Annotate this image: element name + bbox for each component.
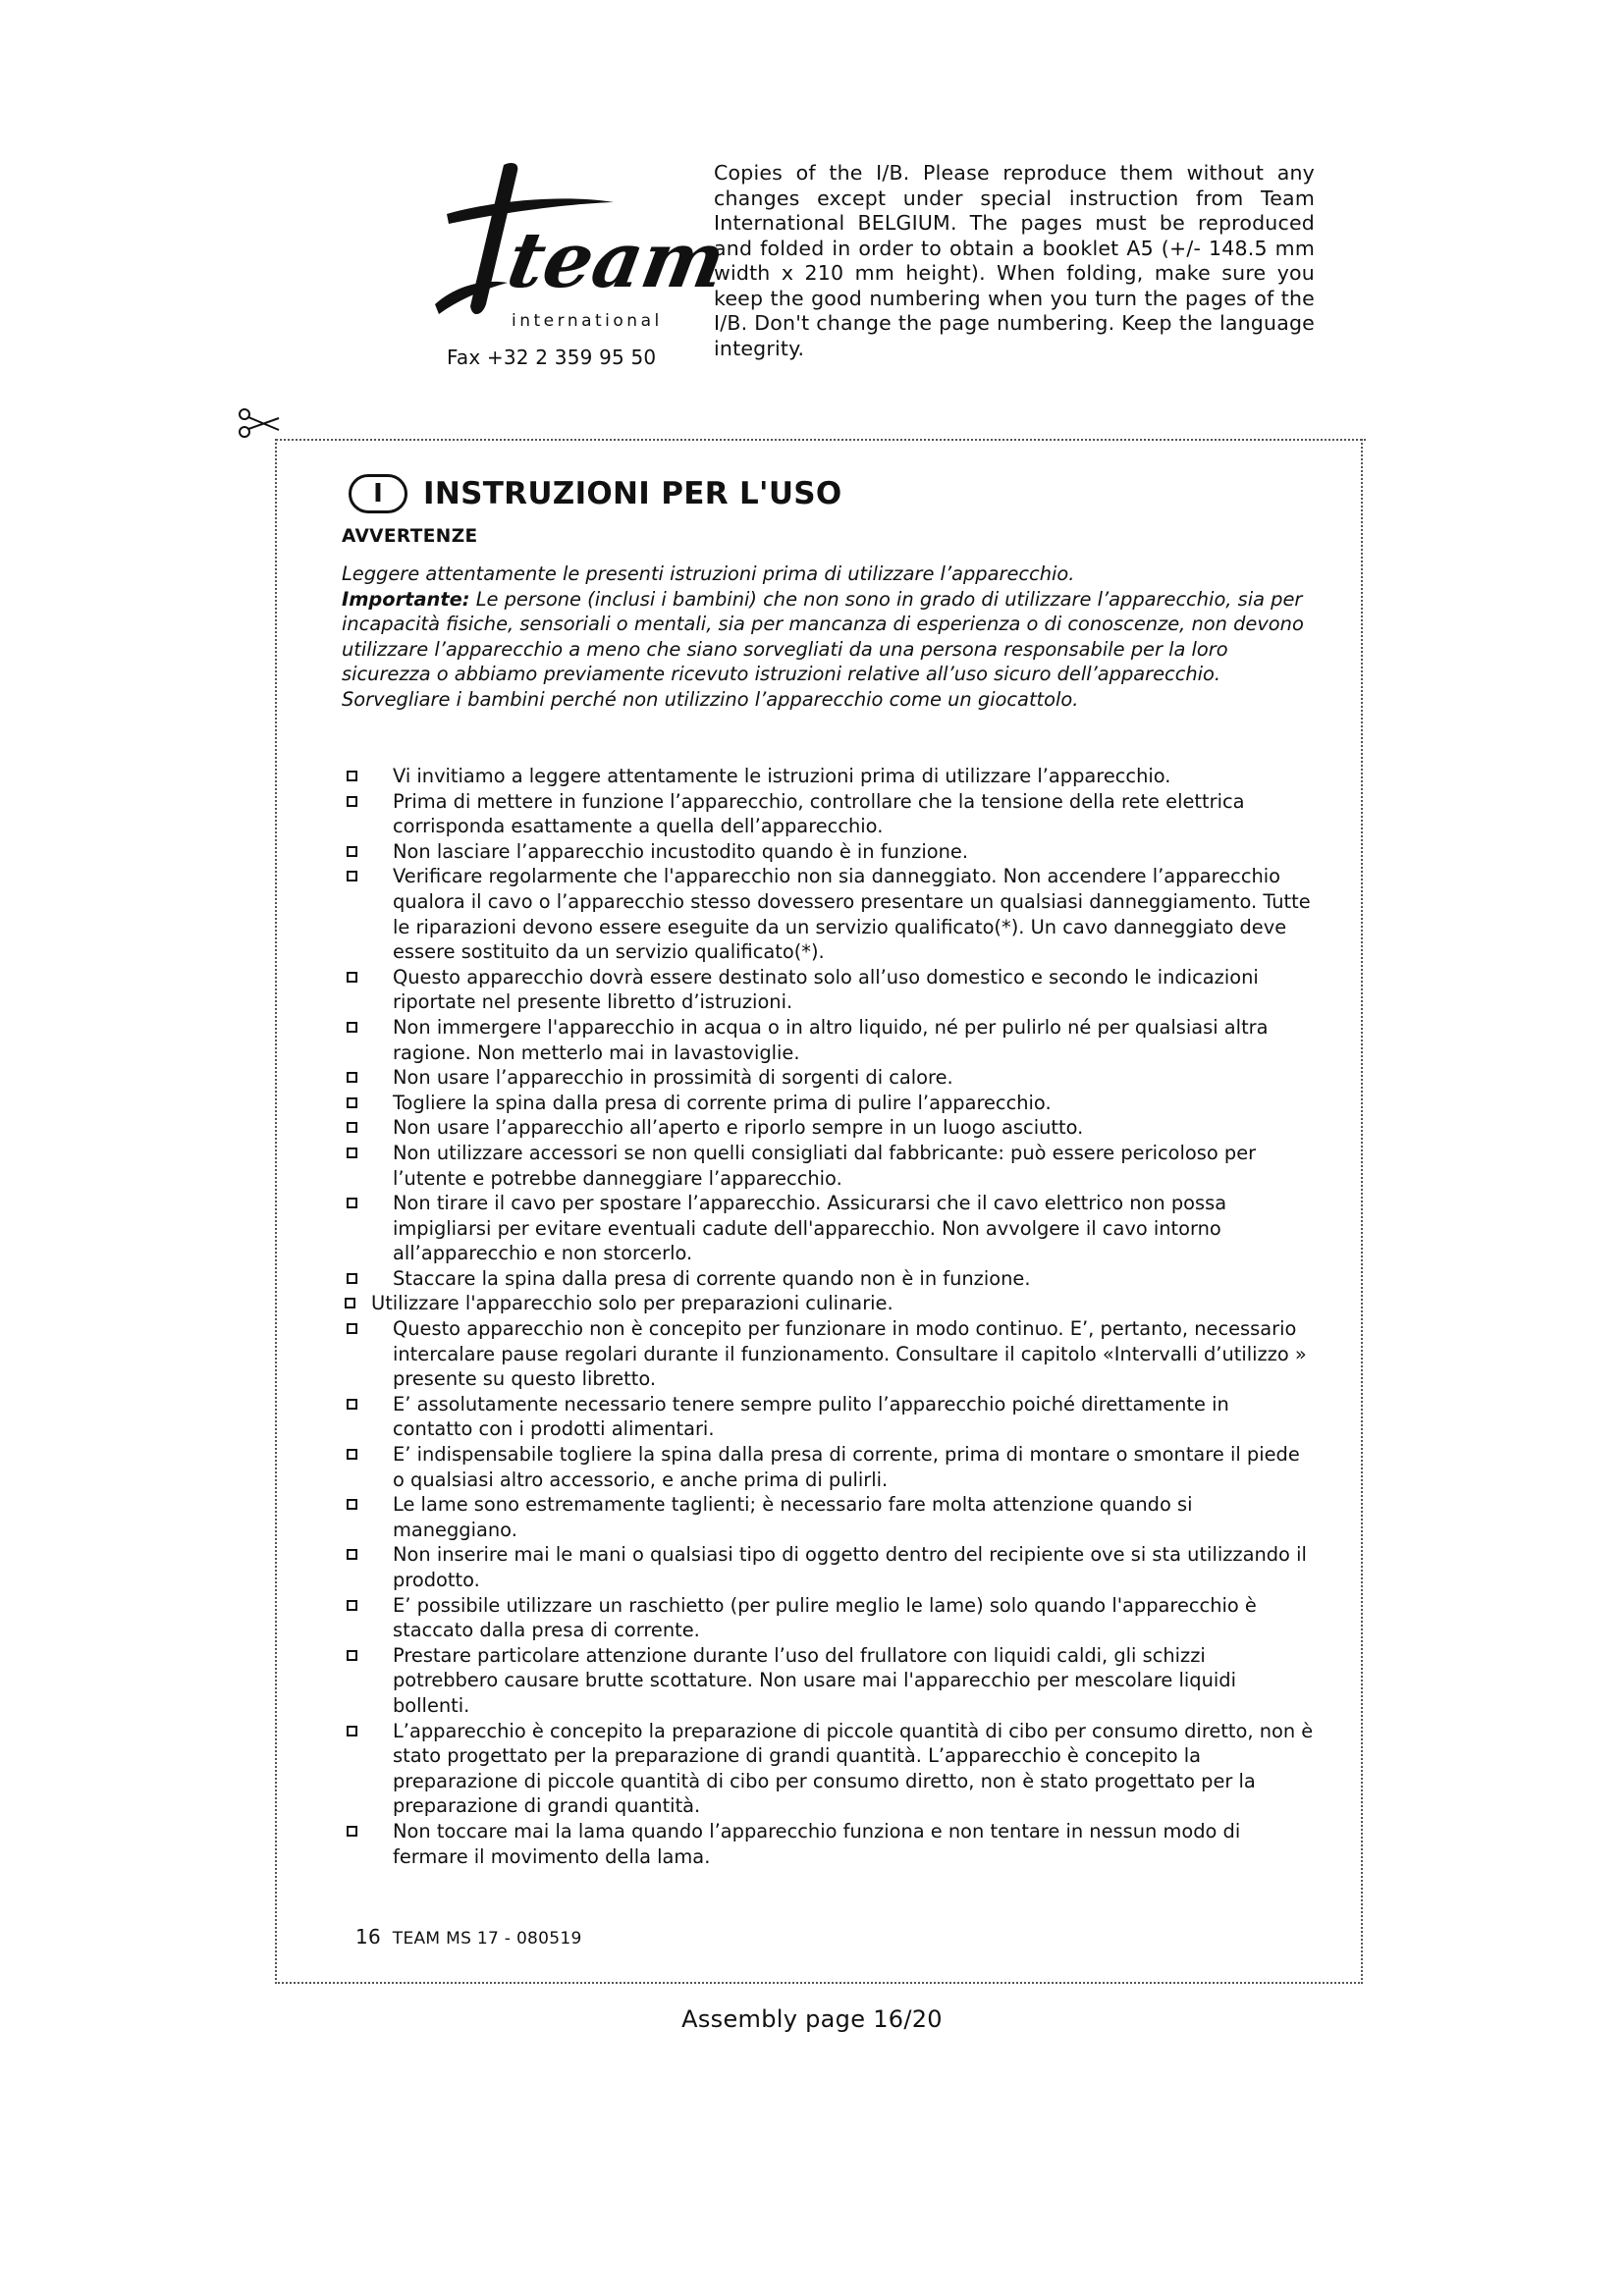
checkbox-icon (347, 796, 357, 807)
scissors-icon (238, 406, 281, 440)
checkbox-icon (347, 1122, 357, 1133)
list-item (342, 864, 1314, 964)
page-footer (355, 1925, 582, 1949)
list-item-text: Non lasciare l’apparecchio incustodito quando è in funzione. (393, 839, 968, 863)
reproduction-instructions: Copies of the I/B. Please reproduce them without any changes except under special instruction from Team International BELGIUM. The pages must be reproduced and folded in order to obtain a booklet A5 (+/- 148.5 mm width x 210 mm height). When folding, make sure you keep the good numbering when you turn the pages of the I/B. Don't change the page numbering. Keep the language integrity. (714, 161, 1315, 360)
warnings-list (342, 764, 1314, 1869)
assembly-page-label: Assembly page 16/20 (681, 2005, 943, 2033)
list-item-text: Staccare la spina dalla presa di corrente quando non è in funzione. (393, 1266, 1031, 1290)
list-item-text: Prestare particolare attenzione durante l’uso del frullatore con liquidi caldi, gli schizzi potrebbero causare brutte scottature. Non usare mai l'apparecchio per mescolare liquidi bollenti. (393, 1643, 1236, 1717)
team-logo-graphic (417, 157, 732, 339)
list-item (342, 1643, 1314, 1719)
model-reference: TEAM MS 17 - 080519 (392, 1929, 582, 1949)
language-badge: I (349, 474, 407, 513)
list-item (342, 1442, 1314, 1492)
important-label: Importante: (342, 587, 470, 611)
list-item (342, 1392, 1314, 1442)
logo-word: team (501, 214, 732, 305)
checkbox-icon (347, 1650, 357, 1661)
checkbox-icon (347, 771, 357, 781)
fax-number: Fax +32 2 359 95 50 (447, 346, 657, 369)
important-paragraph (342, 587, 1314, 687)
list-item-text: Togliere la spina dalla presa di corrente prima di pulire l’apparecchio. (393, 1091, 1052, 1114)
checkbox-icon (347, 1072, 357, 1083)
list-item (342, 1191, 1314, 1266)
list-item-text: L’apparecchio è concepito la preparazione di piccole quantità di cibo per consumo diretto, non è stato progettato per la preparazione di grandi quantità. L’apparecchio è concepito la preparazione di piccole quantità di cibo per consumo diretto, non è stato progettato per la preparazione di grandi quantità. (393, 1719, 1314, 1818)
checkbox-icon (347, 1549, 357, 1560)
team-logo (417, 157, 732, 339)
list-item (342, 1091, 1314, 1116)
checkbox-icon (347, 1148, 357, 1158)
warnings-heading: AVVERTENZE (342, 526, 478, 547)
list-item-text: Non usare l’apparecchio all’aperto e riporlo sempre in un luogo asciutto. (393, 1116, 1084, 1140)
list-item (342, 1115, 1314, 1141)
list-item (342, 965, 1314, 1015)
list-item (342, 1065, 1314, 1091)
warnings-intro (342, 561, 1314, 713)
checkbox-icon (347, 1449, 357, 1460)
checkbox-icon (347, 1198, 357, 1208)
list-item (342, 1291, 1314, 1316)
checkbox-icon (345, 1298, 355, 1308)
logo-subtitle: international (512, 311, 663, 331)
checkbox-icon (347, 846, 357, 857)
section-title: INSTRUZIONI PER L'USO (423, 476, 842, 511)
list-item-text: Questo apparecchio dovrà essere destinato solo all’uso domestico e secondo le indicazioni riportate nel presente libretto d’istruzioni. (393, 965, 1259, 1014)
list-item (342, 1141, 1314, 1191)
checkbox-icon (347, 1726, 357, 1736)
checkbox-icon (347, 972, 357, 983)
list-item-text: Non immergere l'apparecchio in acqua o in altro liquido, né per pulirlo né per qualsiasi altra ragione. Non metterlo mai in lavastoviglie. (393, 1015, 1269, 1064)
list-item-text: Non tirare il cavo per spostare l’apparecchio. Assicurarsi che il cavo elettrico non possa impigliarsi per evitare eventuali cadute dell'apparecchio. Non avvolgere il cavo intorno all’apparecchio e non storcerlo. (393, 1192, 1227, 1265)
checkbox-icon (347, 1826, 357, 1837)
section-header (349, 469, 842, 518)
list-item-text: Prima di mettere in funzione l’apparecchio, controllare che la tensione della rete elettrica corrisponda esattamente a quella dell’apparecchio. (393, 789, 1245, 838)
checkbox-icon (347, 1600, 357, 1611)
list-item (342, 764, 1314, 789)
list-item-text: Vi invitiamo a leggere attentamente le istruzioni prima di utilizzare l’apparecchio. (393, 765, 1171, 787)
list-item (342, 1819, 1314, 1869)
checkbox-icon (347, 1399, 357, 1410)
list-item (342, 1266, 1314, 1292)
list-item-text: Non toccare mai la lama quando l’apparecchio funziona e non tentare in nessun modo di fermare il movimento della lama. (393, 1819, 1241, 1868)
checkbox-icon (347, 1273, 357, 1284)
list-item (342, 1542, 1314, 1592)
list-item (342, 1316, 1314, 1392)
list-item (342, 1492, 1314, 1542)
list-item (342, 839, 1314, 865)
checkbox-icon (347, 1499, 357, 1510)
list-item-text: E’ indispensabile togliere la spina dalla presa di corrente, prima di montare o smontare il piede o qualsiasi altro accessorio, e anche prima di pulirli. (393, 1443, 1300, 1491)
list-item (342, 1719, 1314, 1819)
list-item (342, 1593, 1314, 1643)
intro-line: Leggere attentamente le presenti istruzioni prima di utilizzare l’apparecchio. (342, 562, 1075, 585)
checkbox-icon (347, 1022, 357, 1033)
list-item-text: E’ assolutamente necessario tenere sempre pulito l’apparecchio poiché direttamente in contatto con i prodotti alimentari. (393, 1392, 1229, 1441)
list-item-text: Questo apparecchio non è concepito per funzionare in modo continuo. E’, pertanto, necessario intercalare pause regolari durante il funzionamento. Consultare il capitolo «Intervalli d’utilizzo » presente su questo libretto. (393, 1317, 1307, 1391)
list-item-text: Non inserire mai le mani o qualsiasi tipo di oggetto dentro del recipiente ove si sta utilizzando il prodotto. (393, 1543, 1307, 1591)
list-item-text: Verificare regolarmente che l'apparecchio non sia danneggiato. Non accendere l’apparecchio qualora il cavo o l’apparecchio stesso dovessero presentare un qualsiasi danneggiamento. Tutte le riparazioni devono essere eseguite da un servizio qualificato(*). Un cavo danneggiato deve essere sostituito da un servizio qualificato(*). (393, 865, 1311, 964)
list-item-text: Le lame sono estremamente taglienti; è necessario fare molta attenzione quando si maneggiano. (393, 1493, 1193, 1541)
list-item (342, 789, 1314, 839)
important-text: Le persone (inclusi i bambini) che non sono in grado di utilizzare l’apparecchio, sia per incapacità fisiche, sensoriali o mentali, sia per mancanza di esperienza o di conoscenze, non devono utilizzare l’apparecchio a meno che siano sorvegliati da una persona responsabile per la loro sicurezza o abbiamo previamente ricevuto istruzioni relative all’uso sicuro dell’apparecchio. (342, 587, 1304, 686)
intro-line: Sorvegliare i bambini perché non utilizzino l’apparecchio come un giocattolo. (342, 687, 1079, 711)
list-item-text: Non utilizzare accessori se non quelli consigliati dal fabbricante: può essere pericoloso per l’utente e potrebbe danneggiare l’apparecchio. (393, 1141, 1257, 1190)
page-number: 16 (355, 1925, 382, 1949)
checkbox-icon (347, 1097, 357, 1108)
list-item-text: E’ possibile utilizzare un raschietto (per pulire meglio le lame) solo quando l'apparecchio è staccato dalla presa di corrente. (393, 1593, 1257, 1642)
checkbox-icon (347, 871, 357, 881)
list-item (342, 1015, 1314, 1065)
list-item-text: Utilizzare l'apparecchio solo per preparazioni culinarie. (371, 1292, 893, 1315)
list-item-text: Non usare l’apparecchio in prossimità di sorgenti di calore. (393, 1066, 953, 1090)
checkbox-icon (347, 1323, 357, 1334)
